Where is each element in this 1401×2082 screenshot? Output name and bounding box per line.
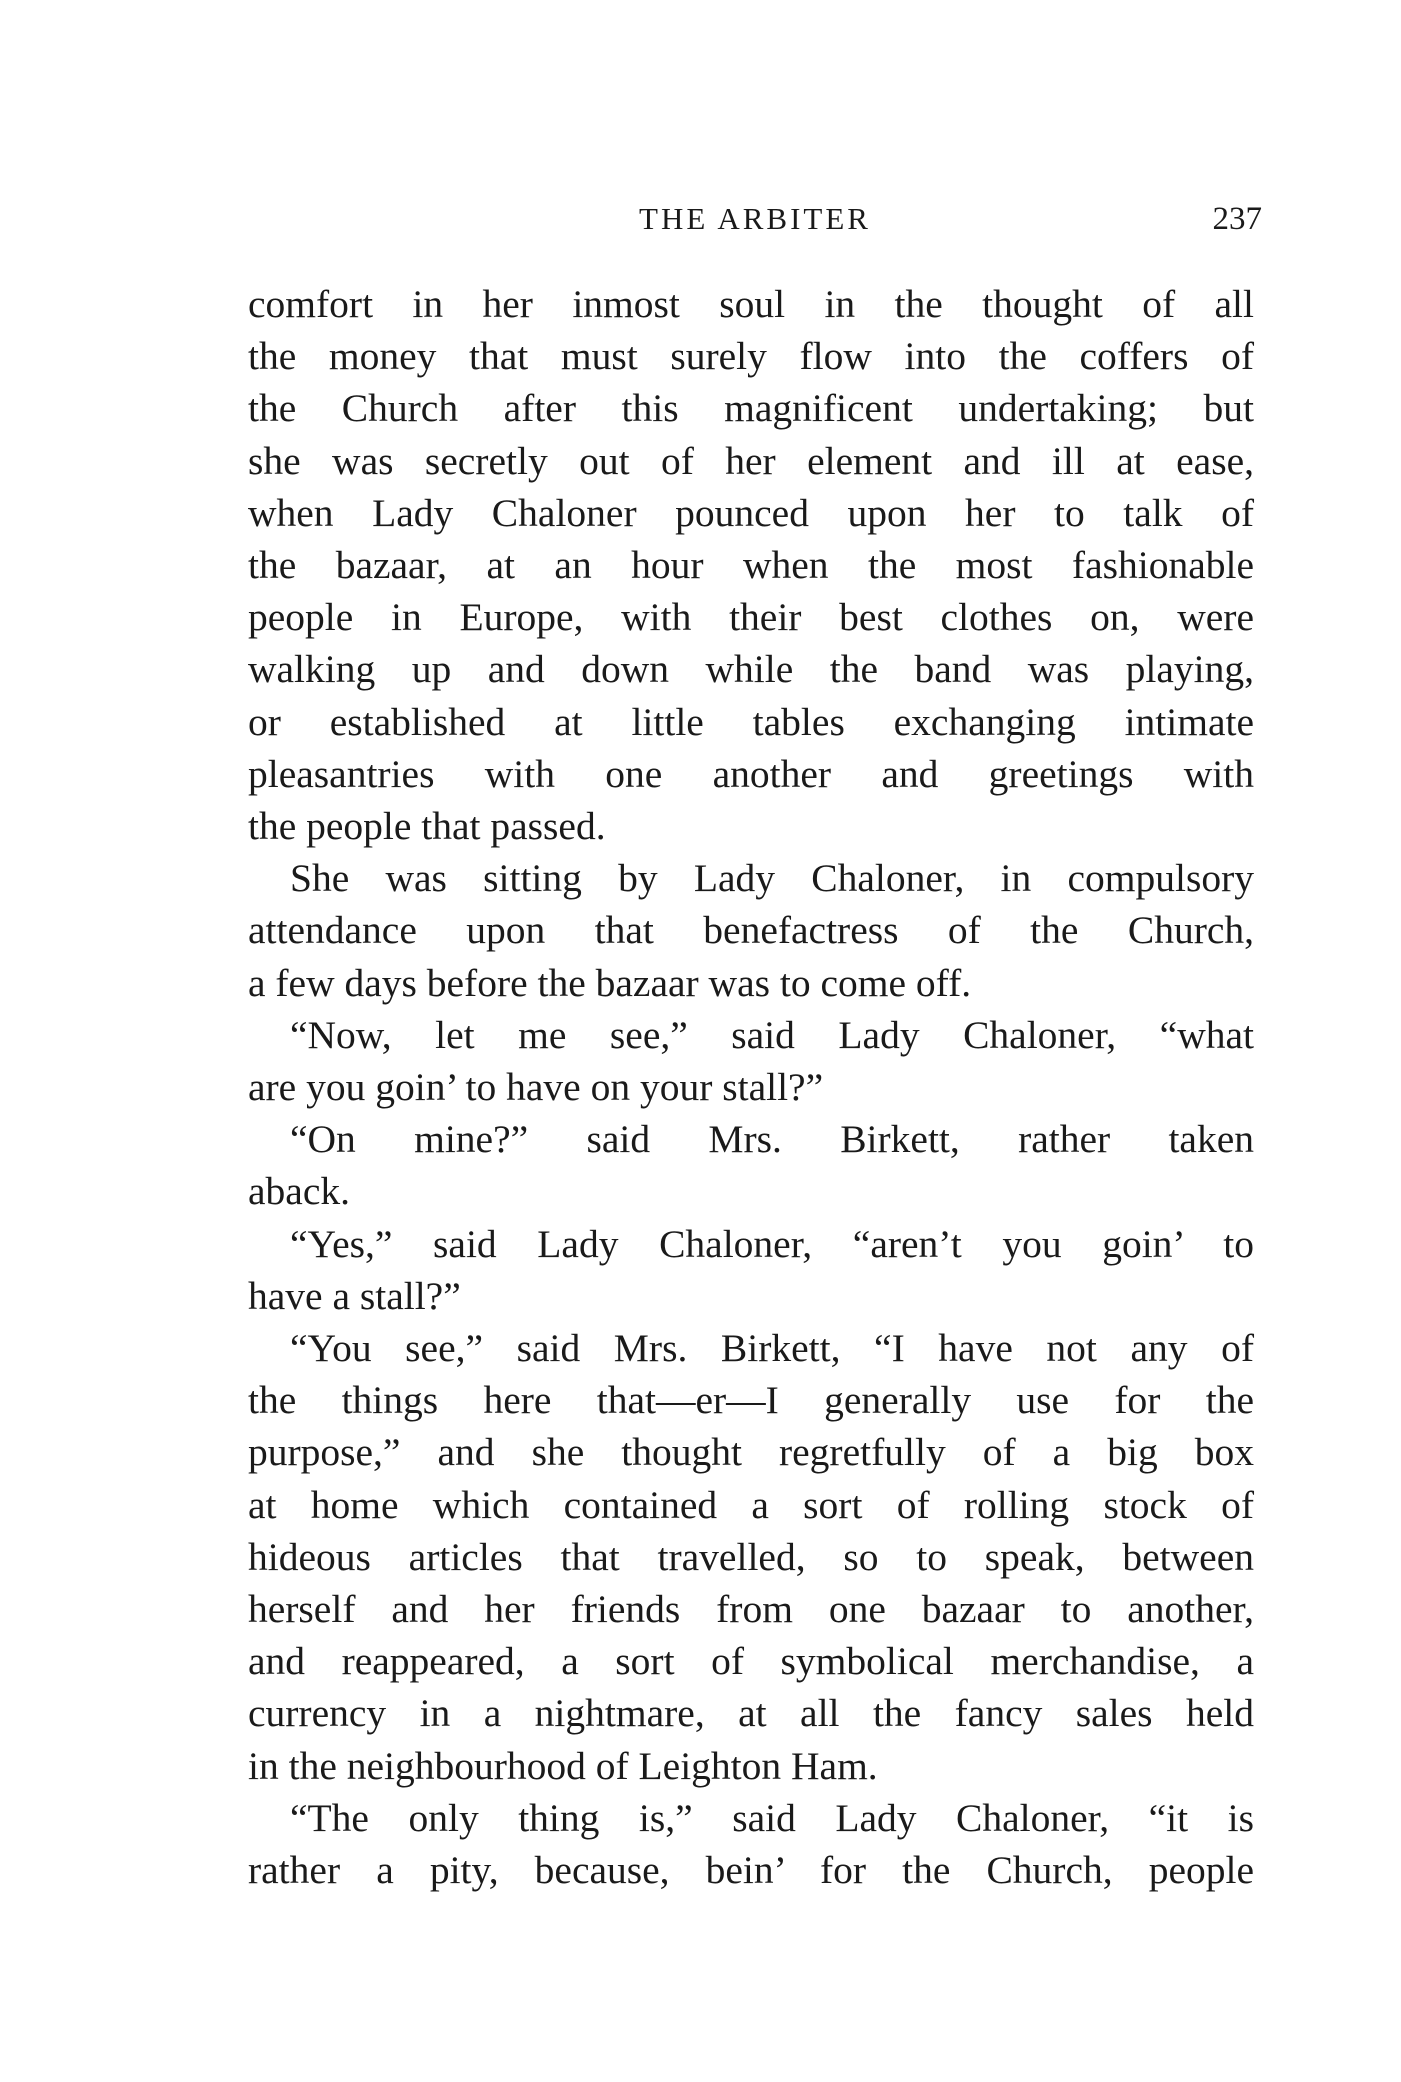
text-line: the money that must surely flow into the coffers of — [248, 334, 1254, 379]
paragraph — [248, 278, 1254, 852]
text-line: at home which contained a sort of rolling stock of — [248, 1482, 1254, 1527]
text-line: purpose,” and she thought regretfully of a big box — [248, 1430, 1254, 1475]
text-line: “You see,” said Mrs. Birkett, “I have not any of — [290, 1326, 1254, 1371]
paragraph — [248, 852, 1254, 1009]
text-line: attendance upon that benefactress of the Church, — [248, 908, 1254, 953]
body-text — [248, 278, 1254, 1896]
text-line: “Now, let me see,” said Lady Chaloner, “what — [290, 1012, 1254, 1057]
running-title: THE ARBITER — [639, 201, 871, 236]
text-line: hideous articles that travelled, so to speak, between — [248, 1534, 1254, 1579]
text-line: rather a pity, because, bein’ for the Church, people — [248, 1848, 1254, 1893]
text-line: “On mine?” said Mrs. Birkett, rather taken — [290, 1117, 1254, 1162]
text-line: comfort in her inmost soul in the thought of all — [248, 282, 1254, 326]
text-line: and reappeared, a sort of symbolical merchandise, a — [248, 1639, 1254, 1684]
text-line: have a stall?” — [248, 1273, 461, 1318]
text-line: walking up and down while the band was playing, — [248, 647, 1254, 692]
text-line: a few days before the bazaar was to come off. — [248, 960, 972, 1005]
text-line: or established at little tables exchanging intimate — [248, 699, 1254, 744]
paragraph — [248, 1792, 1254, 1896]
text-line: she was secretly out of her element and ill at ease, — [248, 438, 1254, 483]
running-head — [248, 196, 1262, 242]
text-line: in the neighbourhood of Leighton Ham. — [248, 1743, 878, 1788]
text-line: the Church after this magnificent undertaking; but — [248, 386, 1254, 431]
page-number: 237 — [1212, 201, 1262, 237]
text-line: currency in a nightmare, at all the fancy sales held — [248, 1691, 1254, 1736]
paragraph — [248, 1322, 1254, 1792]
text-line: “Yes,” said Lady Chaloner, “aren’t you goin’ to — [290, 1221, 1254, 1266]
text-line: the bazaar, at an hour when the most fashionable — [248, 543, 1254, 588]
text-line: are you goin’ to have on your stall?” — [248, 1065, 824, 1110]
paragraph — [248, 1113, 1254, 1217]
text-line: herself and her friends from one bazaar to another, — [248, 1587, 1254, 1632]
paragraph — [248, 1218, 1254, 1322]
text-line: the things here that—er—I generally use for the — [248, 1378, 1254, 1423]
text-line: aback. — [248, 1169, 350, 1214]
text-line: She was sitting by Lady Chaloner, in compulsory — [290, 856, 1254, 901]
text-line: when Lady Chaloner pounced upon her to talk of — [248, 490, 1254, 535]
paragraph — [248, 1009, 1254, 1113]
text-line: the people that passed. — [248, 804, 606, 849]
text-line: people in Europe, with their best clothes on, were — [248, 595, 1254, 640]
text-line: “The only thing is,” said Lady Chaloner, “it is — [290, 1795, 1254, 1840]
text-line: pleasantries with one another and greetings with — [248, 751, 1254, 796]
